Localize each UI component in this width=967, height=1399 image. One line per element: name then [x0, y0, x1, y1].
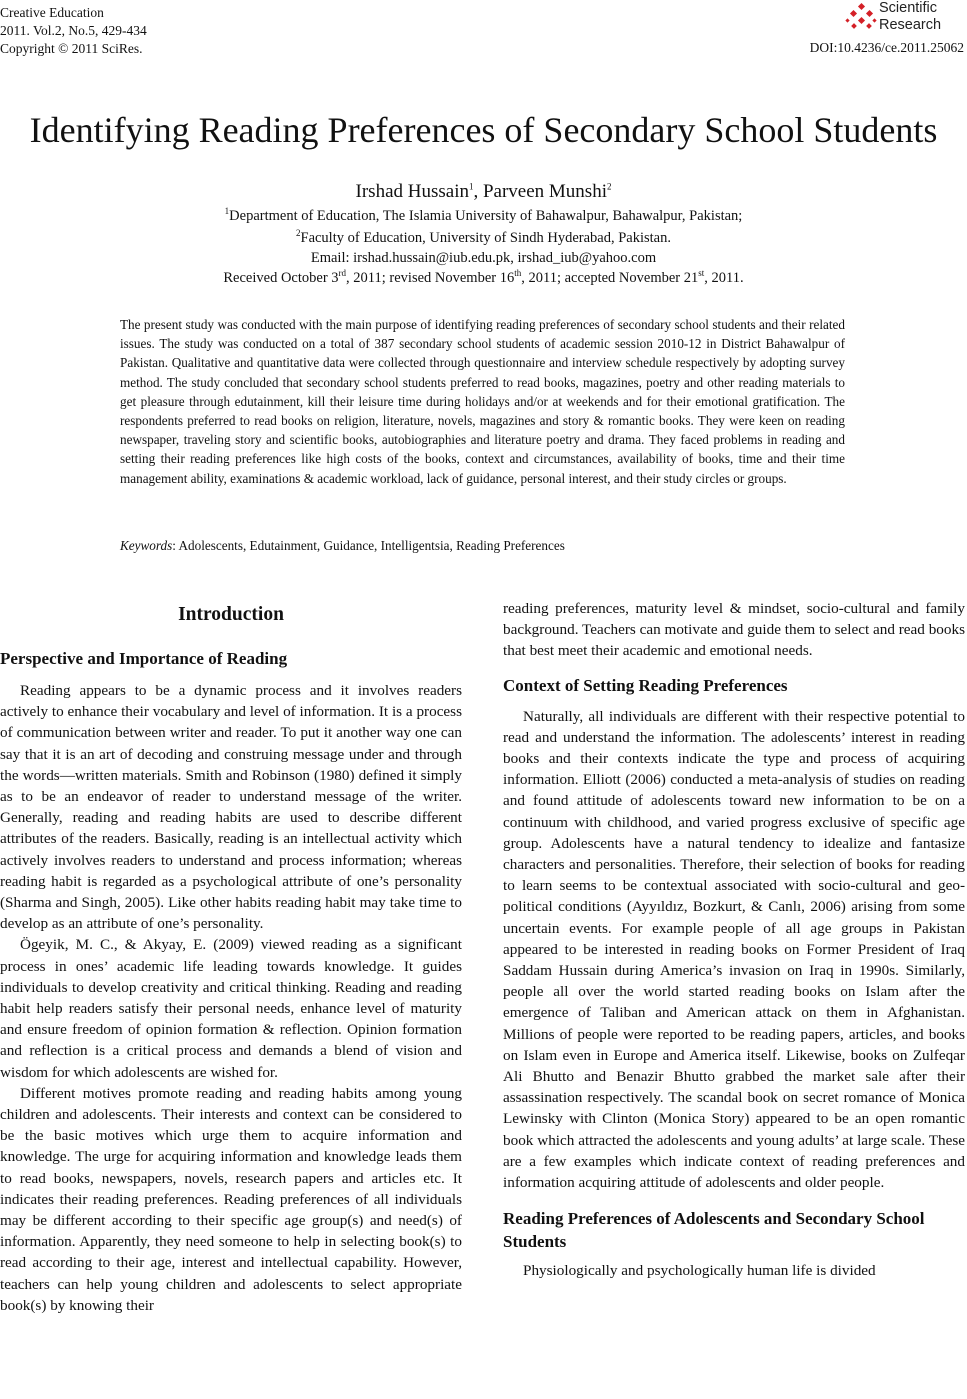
logo-diamond-icon	[845, 2, 879, 34]
copyright-notice: Copyright © 2011 SciRes.	[0, 41, 143, 56]
abstract-text: The present study was conducted with the main purpose of identifying reading preferences of secondary school students and their related issues. The study was conducted on a total of 387 secondary school students of academic session 2010-12 in District Bahawalpur of Pakistan. Qualitative and quantitative data were collected through questionnaire and interview schedule respectively by adopting survey method. The study concluded that secondary school students preferred to read books, magazines, poetry and other reading materials to get pleasure through edutainment, kill their leisure time during holidays and/or at weekends and for their emotional gratification. The respondents preferred to read books on religion, literature, novels, magazines and story & romantic books. They were keen on reading newspaper, traveling story and scientific books, autobiographies and literature poetry and drama. They faced problems in reading and setting their reading preferences like high costs of the books, context and circumstances, availability of books, time and their time management ability, examinations & academic workload, lack of guidance, personal interest, and their study circles or groups.	[120, 317, 845, 486]
author-2-affil-mark: 2	[606, 181, 612, 192]
affiliation-2: $^2$Faculty of Education, University of Sindh Hyderabad, Pakistan.	[296, 228, 671, 246]
email-line: Email: irshad.hussain@iub.edu.pk, irshad_iub@yahoo.com	[310, 250, 657, 266]
right-column	[503, 598, 965, 1281]
keywords-list: : Adolescents, Edutainment, Guidance, Intelligentsia, Reading Preferences	[172, 538, 565, 553]
section-heading-perspective: Perspective and Importance of Reading	[0, 649, 288, 668]
author-2: Parveen Munshi	[482, 181, 607, 202]
section-heading-adolescents: Reading Preferences of Adolescents and Secondary School Students	[503, 1209, 925, 1252]
paragraph: Naturally, all individuals are different with their respective potential to read and understand the information. The adolescents’ interest in reading books and their contexts indicate the type and process of acquiring information. Elliott (2006) conducted a meta-analysis of studies on reading and found attitude of adolescents toward new information to be on a continuum with childhood, and varied progress exclusive of specific age group. Adolescents have a natural tendency to idealize and fantasize characters and personalities. Therefore, their selection of books for reading to learn seems to be contextual associated with socio-cultural and geo-political conditions (Ayyıldız, Bozkurt, & Canlı, 2006) arising from some uncertain events. For example people of all age groups in Pakistan appeared to be interested in reading books on Former President of Iraq Saddam Hussain during America’s invasion on Iraq in 1990s. Similarly, people all over the world started reading books on Islam after the emergence of Taliban and American attack on them in Afghanistan. Millions of people were reported to be reading papers, articles, and books on Islam even in Europe and America itself. Likewise, books on Zulfeqar Ali Bhutto and Benazir Bhutto grabbed the market sale after their assassination respectively. The scandal book on secret romance of Monica Lewinsky with Clinton (Monica Story) appeared to be an open romantic book which attracted the adolescents and young adults’ at large scale. These are a few examples which indicate context of reading preferences and information acquiring attitude of adolescents and older people.	[503, 707, 965, 1192]
keywords	[120, 536, 845, 555]
logo-text-line1: Scientific	[879, 0, 938, 16]
journal-header	[0, 4, 147, 58]
left-column	[0, 598, 462, 1316]
journal-name: Creative Education	[0, 5, 104, 20]
introduction-heading: Introduction	[178, 604, 284, 625]
paragraph: Reading appears to be a dynamic process and it involves readers actively to enhance their vocabulary and level of information. It is a process of communication between writer and reader. To put it another way one can say that it is an art of decoding and construing message under and through the words—written materials. Smith and Robinson (1980) defined it simply as to be an endeavor of reader to understand message of the writer. Generally, reading and reading habits are used to describe different attributes of the readers. Basically, reading is an intellectual activity which actively involves readers to understand and process information; whereas reading habit is regarded as a psychological attribute of one’s personality (Sharma and Singh, 2005). Like other habits reading habit may take time to develop as an attribute of one’s personality.	[0, 682, 462, 933]
section-heading-context: Context of Setting Reading Preferences	[503, 675, 788, 695]
scientific-research-logo	[845, 0, 965, 38]
journal-volume: 2011. Vol.2, No.5, 429-434	[0, 23, 147, 38]
received-dates: Received October 3rd, 2011; revised November 16th, 2011; accepted November 21st, 2011.	[223, 268, 744, 286]
abstract	[120, 315, 845, 488]
logo-text-line2: Research	[879, 17, 942, 33]
author-1: Irshad Hussain	[355, 181, 469, 202]
doi: DOI:10.4236/ce.2011.25062	[809, 40, 964, 55]
keywords-label: Keywords	[120, 538, 173, 553]
paragraph: Ögeyik, M. C., & Akyay, E. (2009) viewed reading as a significant process in ones’ academic life leading towards knowledge. It guides individuals to develop creativity and critical thinking. Reading and reading habit help readers satisfy their personal needs, enhance level of maturity and ensure freedom of opinion formation & reflection. Opinion formation and reflection is a critical process and demands a blend of vision and wisdom for which adolescents are wished for.	[0, 936, 462, 1081]
affiliation-1: $^1$Department of Education, The Islamia University of Bahawalpur, Bahawalpur, Pakistan;	[224, 206, 743, 224]
paragraph: Physiologically and psychologically human life is divided	[523, 1262, 876, 1280]
paper-title: Identifying Reading Preferences of Secondary School Students	[29, 110, 938, 150]
author-line	[0, 180, 967, 204]
author-separator: ,	[473, 181, 483, 202]
paragraph: Different motives promote reading and reading habits among young children and adolescents. Their interests and context can be considered to be the basic motives which urge them to acquire information and knowledge. The urge for acquiring information and knowledge leads them to read books, newspapers, novels, research papers and articles etc. It indicates their reading preferences. Reading preferences of all individuals may be different according to their specific age group(s) and need(s) of information. Apparently, they need someone to help in selecting book(s) to read according to their age, interest and intellectual capability. However, teachers can help young children and adolescents to select appropriate book(s) by knowing their	[0, 1084, 462, 1314]
paragraph: reading preferences, maturity level & mindset, socio-cultural and family background. Teachers can motivate and guide them to select and read books that best meet their academic and emotional needs.	[503, 600, 965, 660]
author-1-affil-mark: 1	[468, 181, 474, 192]
